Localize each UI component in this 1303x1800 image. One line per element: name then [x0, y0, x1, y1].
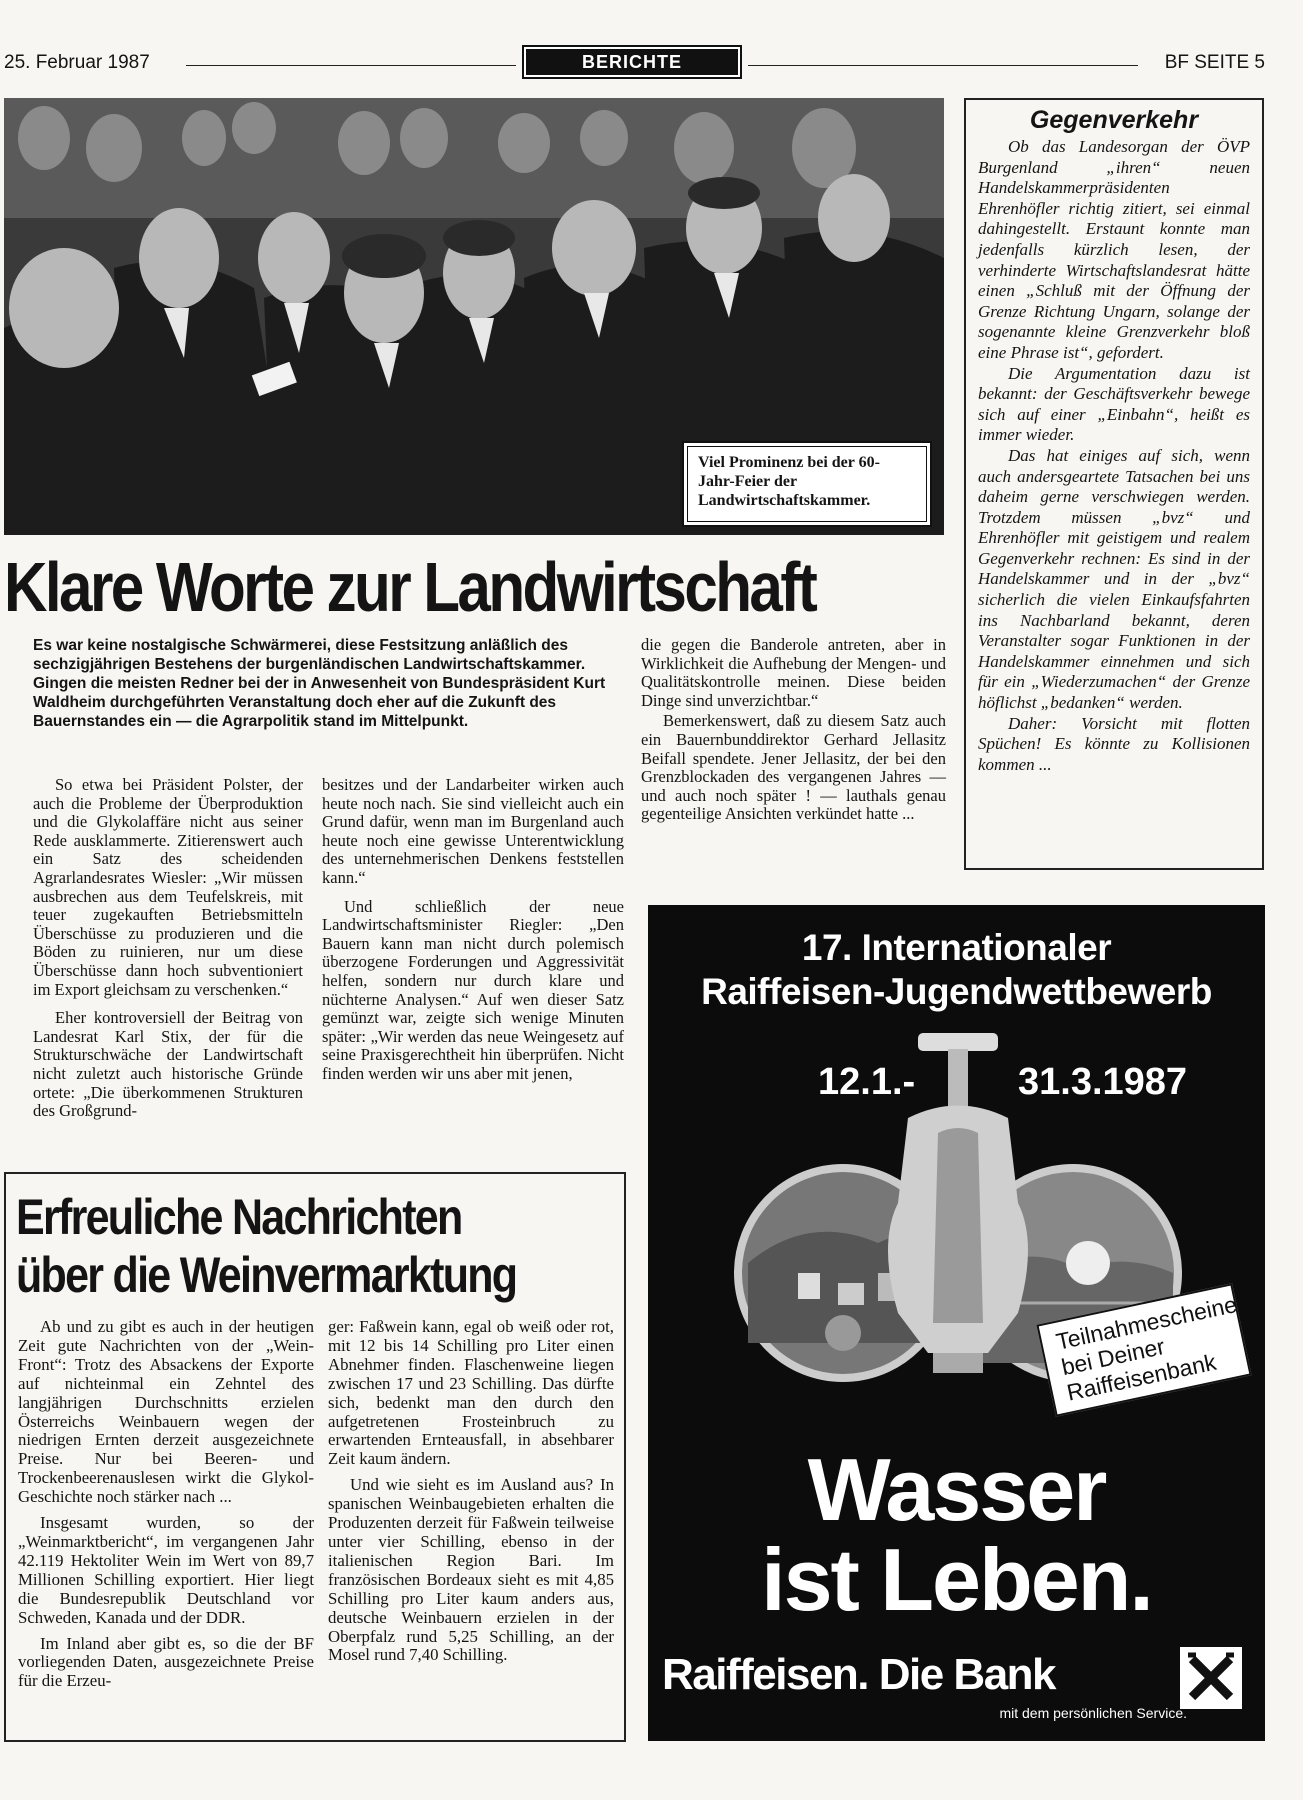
article-headline: Klare Worte zur Landwirtschaft — [4, 548, 816, 626]
commentary-paragraph: Die Argumentation dazu ist bekannt: der Geschäftsverkehr bewege sich auf einer „Einbahn“, heißt es immer wieder. — [978, 363, 1250, 445]
section-label: BERICHTE — [526, 49, 738, 75]
raiffeisen-advertisement — [648, 905, 1265, 1741]
ad-service-tagline: mit dem persönlichen Service. — [999, 1705, 1187, 1721]
wine-article-box — [4, 1172, 626, 1742]
wine-paragraph: ger: Faßwein kann, egal ob weiß oder rot, mit 12 bis 14 Schilling pro Liter einen Abnehmer finden. Flaschenweine liegen zwischen 17 und 23 Schilling. Das dürfte sich, bedenkt man den durch den aufgetretenen Frosteinbruch zu erwartenden Ernteausfall, in absehbarer Zeit kaum ändern. — [328, 1317, 614, 1469]
ad-date-end: 31.3.1987 — [1018, 1061, 1188, 1103]
wine-column-1 — [18, 1318, 314, 1698]
article-column-2 — [322, 776, 624, 1094]
photo-caption-text: Viel Prominenz bei der 60-Jahr-Feier der Landwirtschaftskammer. — [687, 446, 927, 522]
commentary-paragraph: Daher: Vorsicht mit flotten Spüchen! Es könnte zu Kollisionen kommen ... — [978, 713, 1250, 774]
wine-paragraph: Und wie sieht es im Ausland aus? In spanischen Weinbaugebieten erhalten die Produzenten derzeit für Faßwein teilweise unter vier Schilling, ebenso in der italienischen Region Bari. Im französischen Bordeaux sieht es mit 4,85 Schilling pro Liter kaum anders aus, deutsche Weinbauern erzielen in der Oberpfalz rund 5,25 Schilling, an der Mosel rund 7,40 Schilling. — [328, 1475, 614, 1665]
article-paragraph: Eher kontroversiell der Beitrag von Landesrat Karl Stix, der für die Strukturschwäche der Landwirtschaft nicht zuletzt auch historische Gründe ortete: „Die überkommenen Strukturen des Großgrund- — [33, 1008, 303, 1121]
page-number: BF SEITE 5 — [1164, 52, 1265, 73]
raiffeisen-logo-icon — [1180, 1647, 1242, 1709]
wine-headline-line-2: über die Weinvermarktung — [16, 1247, 517, 1303]
article-paragraph: So etwa bei Präsident Polster, der auch die Probleme der Überproduktion und die Glykolaffäre nicht aus seiner Rede ausklammerte. Zitierenswert auch ein Satz des scheidenden Agrarlandesrates Wiesler: „Wir müssen ausbrechen aus dem Teufelskreis, mit teuer zugekauften Betriebsmitteln Überschüsse zu produzieren und die Böden zu ruinieren, nur um diese Überschüsse dann hoch subventioniert im Export gleichsam zu verschenken.“ — [33, 775, 303, 999]
article-lead: Es war keine nostalgische Schwärmerei, diese Festsitzung anläßlich des sechzigjährigen Bestehens der burgenländischen Landwirtschaftskammer. Gingen die meisten Redner bei der in Anwesenheit von Bundespräsident Kurt Waldheim durchgeführten Veranstaltung doch eher auf die Zukunft des Bauernstandes ein — die Agrarpolitik stand im Mittelpunkt. — [33, 637, 606, 730]
wine-headline — [16, 1188, 516, 1304]
ad-coupon-note: Teilnahmescheine bei Deiner Raiffeisenbank — [1036, 1283, 1251, 1417]
ad-title-line-1: 17. Internationaler — [801, 927, 1112, 968]
ad-brand: Raiffeisen. Die Bank — [662, 1650, 1056, 1699]
wine-column-2 — [328, 1318, 614, 1672]
ad-date-start: 12.1.- — [818, 1061, 916, 1103]
commentary-box — [964, 98, 1264, 870]
section-badge — [522, 45, 742, 79]
article-column-3 — [641, 636, 946, 834]
ad-slogan-line-2: ist Leben. — [761, 1530, 1152, 1629]
ad-slogan-line-1: Wasser — [807, 1440, 1106, 1539]
article-paragraph: die gegen die Banderole antreten, aber in Wirklichkeit die Aufhebung der Mengen- und Qualitätskontrolle meinen. Diese beiden Dinge sind unverzichtbar.“ — [641, 635, 946, 710]
ad-title-line-2: Raiffeisen-Jugendwettbewerb — [701, 971, 1212, 1012]
article-paragraph: Und schließlich der neue Landwirtschaftsminister Riegler: „Den Bauern kann man nicht durch polemisch überzogene Forderungen und Aggressivität helfen, sondern nur durch klare und nüchterne Analysen.“ Auf wen dieser Satz gemünzt war, zeigte sich wenige Minuten später: „Wir werden das neue Weingesetz auf seine Praxisgerechtheit hin überprüfen. Nicht finden werden wir uns aber mit jenen, — [322, 896, 624, 1083]
wine-paragraph: Insgesamt wurden, so der „Weinmarktbericht“, im vergangenen Jahr 42.119 Hektoliter Wein im Wert von 89,7 Millionen Schilling exportiert. Hier liegt die Bundesrepublik Deutschland vor Schweden, Kanada und der DDR. — [18, 1513, 314, 1627]
issue-date: 25. Februar 1987 — [4, 52, 150, 73]
article-column-1 — [33, 776, 303, 1131]
header-rule-left — [186, 65, 516, 66]
header-rule-right — [748, 65, 1138, 66]
photo-caption — [682, 441, 932, 527]
commentary-title: Gegenverkehr — [1029, 106, 1199, 134]
wine-paragraph: Im Inland aber gibt es, so die der BF vorliegenden Daten, ausgezeichnete Preise für die Erzeu- — [18, 1633, 314, 1691]
wine-paragraph: Ab und zu gibt es auch in der heutigen Zeit gute Nachrichten von der „Wein-Front“: Trotz des Absackens der Exporte auf nichteinmal ein Zehntel des langjährigen Durchschnitts erzielen Österreichs Weinbauern wegen der niedrigen Ernten derzeit ausgezeichnete Preise. Nur bei Beeren- und Trockenbeerenauslesen wirkt die Glykol-Geschichte noch stärker nach ... — [18, 1317, 314, 1507]
article-paragraph: besitzes und der Landarbeiter wirken auch heute noch nach. Sie sind vielleicht auch ein Grund dafür, wenn man im Burgenland auch heute noch eine gewisse Unterentwicklung des unternehmerischen Denkens feststellen kann.“ — [322, 775, 624, 887]
commentary-paragraph: Ob das Landesorgan der ÖVP Burgenland „ihren“ neuen Handelskammerpräsidenten Ehrenhöfler richtig zitiert, sei einmal dahingestellt. Erstaunt konnte man jedenfalls kürzlich lesen, der verhinderte Wirtschaftslandesrat hätte einen „Schluß mit der Öffnung der Grenze Richtung Ungarn, solange der sogenannte kleine Grenzverkehr bloß eine Phrase ist“, gefordert. — [978, 137, 1250, 362]
article-paragraph: Bemerkenswert, daß zu diesem Satz auch ein Bauernbunddirektor Gerhard Jellasitz Beifall spendete. Jener Jellasitz, der bei den Grenzblockaden des vergangenen Jahres — und auch noch später ! — lauthals genau gegenteilige Ansichten verkündet hatte ... — [641, 711, 946, 824]
wine-headline-line-1: Erfreuliche Nachrichten — [16, 1189, 462, 1245]
commentary-paragraph: Das hat einiges auf sich, wenn auch andersgeartete Tatsachen bei uns daheim gerne verschwiegen werden. Trotzdem müssen „bvz“ und Ehrenhöfler mit geistigem und realem Gegenverkehr rechnen: Es sind in der Handelskammer und in der „bvz“ sicherlich die vielen Einkaufsfahrten ins Nachbarland bekannt, deren Veranstalter sogar Funktionen in der Handelskammer einnehmen und sich für ein „Wiederzumachen“ der Grenze höflichst „bedanken“ werden. — [978, 445, 1250, 713]
